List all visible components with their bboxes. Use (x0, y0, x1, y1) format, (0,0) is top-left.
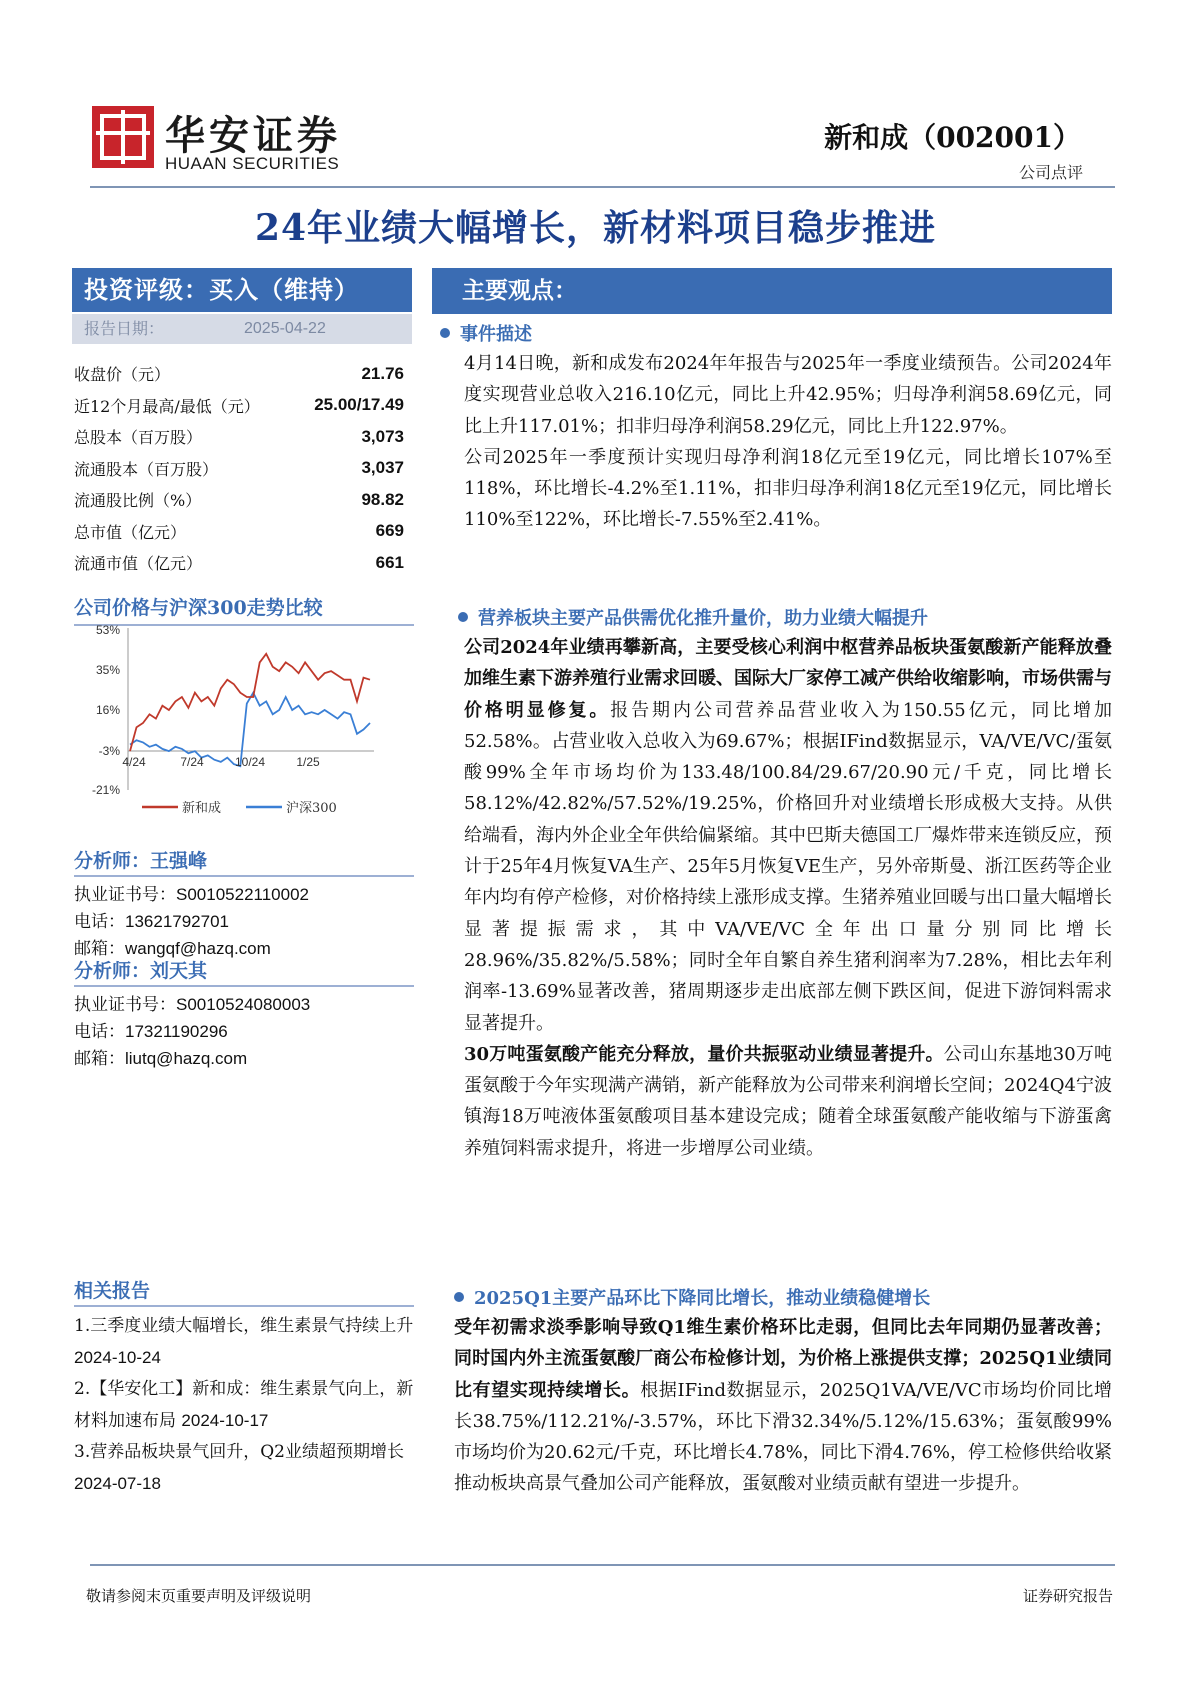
related-report-item[interactable] (74, 1437, 414, 1500)
related-report-text: 1.三季度业绩大幅增长，维生素景气持续上升 (74, 1316, 414, 1336)
section-heading-text: 2025Q1主要产品环比下降同比增长，推动业绩稳健增长 (474, 1288, 931, 1309)
cert-number: S0010522110002 (176, 885, 309, 904)
paragraph (440, 1312, 1112, 1500)
stat-value: 661 (375, 552, 404, 572)
investment-rating: 投资评级：买入（维持） (72, 268, 412, 312)
stat-row (74, 421, 404, 453)
email-link[interactable]: liutq@hazq.com (125, 1049, 248, 1068)
price-comparison-chart (74, 620, 414, 830)
related-report-date: 2024-07-18 (74, 1474, 161, 1493)
footer-divider (90, 1564, 1115, 1566)
phone-number: 17321190296 (125, 1022, 228, 1041)
related-title: 相关报告 (74, 1280, 151, 1302)
related-report-item[interactable] (74, 1311, 414, 1374)
email-label: 邮箱： (74, 939, 125, 959)
report-date-label: 报告日期： (84, 319, 165, 338)
stat-value: 21.76 (361, 363, 404, 383)
legend-label: 沪深300 (286, 801, 337, 816)
related-report-date: 2024-10-24 (74, 1348, 161, 1367)
paragraph (440, 442, 1112, 536)
logo-text-en: HUAAN SECURITIES (165, 154, 340, 173)
company-logo-mark (92, 106, 154, 168)
stat-value: 669 (375, 521, 404, 541)
stat-label: 近12个月最高/最低（元） (74, 396, 260, 416)
paragraph-bold: 公司2024年业绩再攀新高，主要受核心利润中枢营养品板块蛋氨酸新产能释放叠加维生素下游养殖行业需求回暖、国际大厂家停工减产供给收缩影响，市场供需与价格明显修复。 (464, 637, 1112, 721)
y-tick: 53% (95, 623, 120, 637)
stat-label: 收盘价（元） (74, 365, 171, 385)
phone-label: 电话： (74, 912, 125, 932)
phone-label: 电话： (74, 1022, 125, 1042)
chart-legend (142, 800, 337, 816)
y-tick: 16% (95, 703, 120, 717)
paragraph (440, 348, 1112, 442)
related-report-text: 2.【华安化工】新和成：维生素景气向上，新材料加速布局 (74, 1379, 414, 1431)
stat-value: 3,073 (361, 426, 404, 446)
phone-number: 13621792701 (125, 912, 230, 931)
stock-title: 新和成（002001） (824, 121, 1081, 154)
paragraph (440, 1039, 1112, 1164)
main-views-header: 主要观点： (432, 268, 1112, 314)
paragraph-text: 4月14日晚，新和成发布2024年年报告与2025年一季度业绩预告。公司2024年度实现营业总收入216.10亿元，同比上升42.95%；归母净利润58.69亿元，同比上升117.01%；扣非归母净利润58.29亿元，同比上升122.97%。 (464, 353, 1112, 437)
x-tick: 10/24 (234, 755, 266, 769)
paragraph-text: 公司2025年一季度预计实现归母净利润18亿元至19亿元，同比增长107%至118%，环比增长-4.2%至1.11%，扣非归母净利润18亿元至19亿元，同比增长110%至122%，环比增长-7.55%至2.41%。 (464, 446, 1112, 531)
cert-number: S0010524080003 (176, 995, 311, 1014)
report-date-bar (72, 314, 412, 344)
y-tick: -21% (91, 783, 120, 797)
analyst-title: 分析师：刘天其 (74, 960, 208, 982)
section-heading (440, 1282, 1112, 1312)
section-heading (440, 602, 1112, 632)
series-xhc-line (130, 654, 370, 751)
bullet-icon (440, 328, 450, 338)
stat-row (74, 390, 404, 422)
stock-stats-table (74, 358, 404, 579)
stat-row (74, 547, 404, 579)
x-tick: 1/25 (296, 755, 320, 769)
related-report-text: 3.营养品板块景气回升，Q2业绩超预期增长 (74, 1442, 404, 1462)
stat-value: 98.82 (361, 489, 404, 509)
paragraph-text: 根据IFind数据显示，2025Q1VA/VE/VC市场均价同比增长38.75%/112.21%/-3.57%，环比下滑32.34%/5.12%/15.63%；蛋氨酸99%市场均价为20.62元/千克，环比增长4.78%，同比下滑4.76%，停工检修供给收紧推动板块高景气叠加公司产能释放，蛋氨酸对业绩贡献有望进一步提升。 (454, 1379, 1112, 1495)
section-heading-text: 营养板块主要产品供需优化推升量价，助力业绩大幅提升 (478, 608, 928, 629)
related-report-item[interactable] (74, 1374, 414, 1437)
report-type: 公司点评 (1018, 163, 1083, 182)
line-chart-svg (74, 620, 414, 830)
stat-label: 总市值（亿元） (74, 522, 187, 542)
paragraph (440, 632, 1112, 1039)
legend-label: 新和成 (182, 801, 222, 816)
analyst-1 (74, 846, 414, 962)
paragraph-bold: 受年初需求淡季影响导致Q1维生素价格环比走弱，但同比去年同期仍显著改善；同时国内外主流蛋氨酸厂商公布检修计划，为价格上涨提供支撑；2025Q1业绩同比有望实现持续增长。 (454, 1317, 1112, 1401)
section-q1 (440, 1282, 1112, 1500)
section-heading (440, 318, 1112, 348)
header-divider (90, 186, 1115, 188)
y-tick: 35% (95, 663, 120, 677)
report-date-value: 2025-04-22 (244, 320, 326, 337)
stat-row (74, 484, 404, 516)
bullet-icon (458, 612, 468, 622)
stat-row (74, 358, 404, 390)
related-reports (74, 1276, 414, 1500)
analyst-rule (74, 875, 414, 877)
related-rule (74, 1305, 414, 1307)
stat-row (74, 453, 404, 485)
paragraph-bold: 30万吨蛋氨酸产能充分释放，量价共振驱动业绩显著提升。 (464, 1043, 944, 1065)
bullet-icon (454, 1292, 464, 1302)
footer-disclaimer: 敬请参阅末页重要声明及评级说明 (86, 1587, 312, 1605)
analyst-rule (74, 985, 414, 987)
analyst-2 (74, 956, 414, 1072)
logo-text-cn: 华安证券 (165, 112, 341, 159)
section-heading-text: 事件描述 (460, 324, 532, 345)
stat-label: 总股本（百万股） (74, 428, 203, 448)
stat-label: 流通股比例（%） (74, 491, 202, 511)
stat-label: 流通股本（百万股） (74, 459, 219, 479)
x-tick: 7/24 (180, 755, 204, 769)
related-report-date: 2024-10-17 (181, 1411, 269, 1430)
paragraph-text: 公司山东基地30万吨蛋氨酸于今年实现满产满销，新产能释放为公司带来利润增长空间；2024Q4宁波镇海18万吨液体蛋氨酸项目基本建设完成；随着全球蛋氨酸产能收缩与下游蛋禽养殖饲料需求提升，将进一步增厚公司业绩。 (464, 1043, 1113, 1159)
email-link[interactable]: wangqf@hazq.com (125, 939, 271, 958)
cert-label: 执业证书号： (74, 995, 176, 1015)
stat-value: 3,037 (361, 458, 404, 478)
stat-row (74, 516, 404, 548)
section-nutrition (440, 602, 1112, 1164)
stat-value: 25.00/17.49 (314, 395, 404, 415)
paragraph-text: 报告期内公司营养品营业收入为150.55亿元，同比增加52.58%。占营业收入总收入为69.67%；根据IFind数据显示，VA/VE/VC/蛋氨酸99%全年市场均价为133.48/100.84/29.67/20.90元/千克，同比增长58.12%/42.82%/57.52%/19.25%，价格回升对业绩增长形成极大支持。从供给端看，海内外企业全年供给偏紧缩。其中巴斯夫德国工厂爆炸带来连锁反应，预计于25年4月恢复VA生产、25年5月恢复VE生产，另外帝斯曼、浙江医药等企业年内均有停产检修，对价格持续上涨形成支撑。生猪养殖业回暖与出口量大幅增长显著提振需求，其中VA/VE/VC全年出口量分别同比增长28.96%/35.82%/5.58%；同时全年自繁自养生猪利润率为7.28%，相比去年利润率-13.69%显著改善，猪周期逐步走出底部左侧下跌区间，促进下游饲料需求显著提升。 (464, 699, 1113, 1034)
section-event (440, 318, 1112, 536)
cert-label: 执业证书号： (74, 885, 176, 905)
stat-label: 流通市值（亿元） (74, 554, 203, 574)
x-tick: 4/24 (122, 755, 146, 769)
y-tick: -3% (98, 744, 120, 758)
main-title: 24年业绩大幅增长，新材料项目稳步推进 (254, 207, 937, 249)
analyst-title: 分析师：王强峰 (74, 850, 208, 872)
chart-title: 公司价格与沪深300走势比较 (74, 597, 323, 619)
email-label: 邮箱： (74, 1049, 125, 1069)
footer-report-type: 证券研究报告 (1022, 1587, 1113, 1605)
